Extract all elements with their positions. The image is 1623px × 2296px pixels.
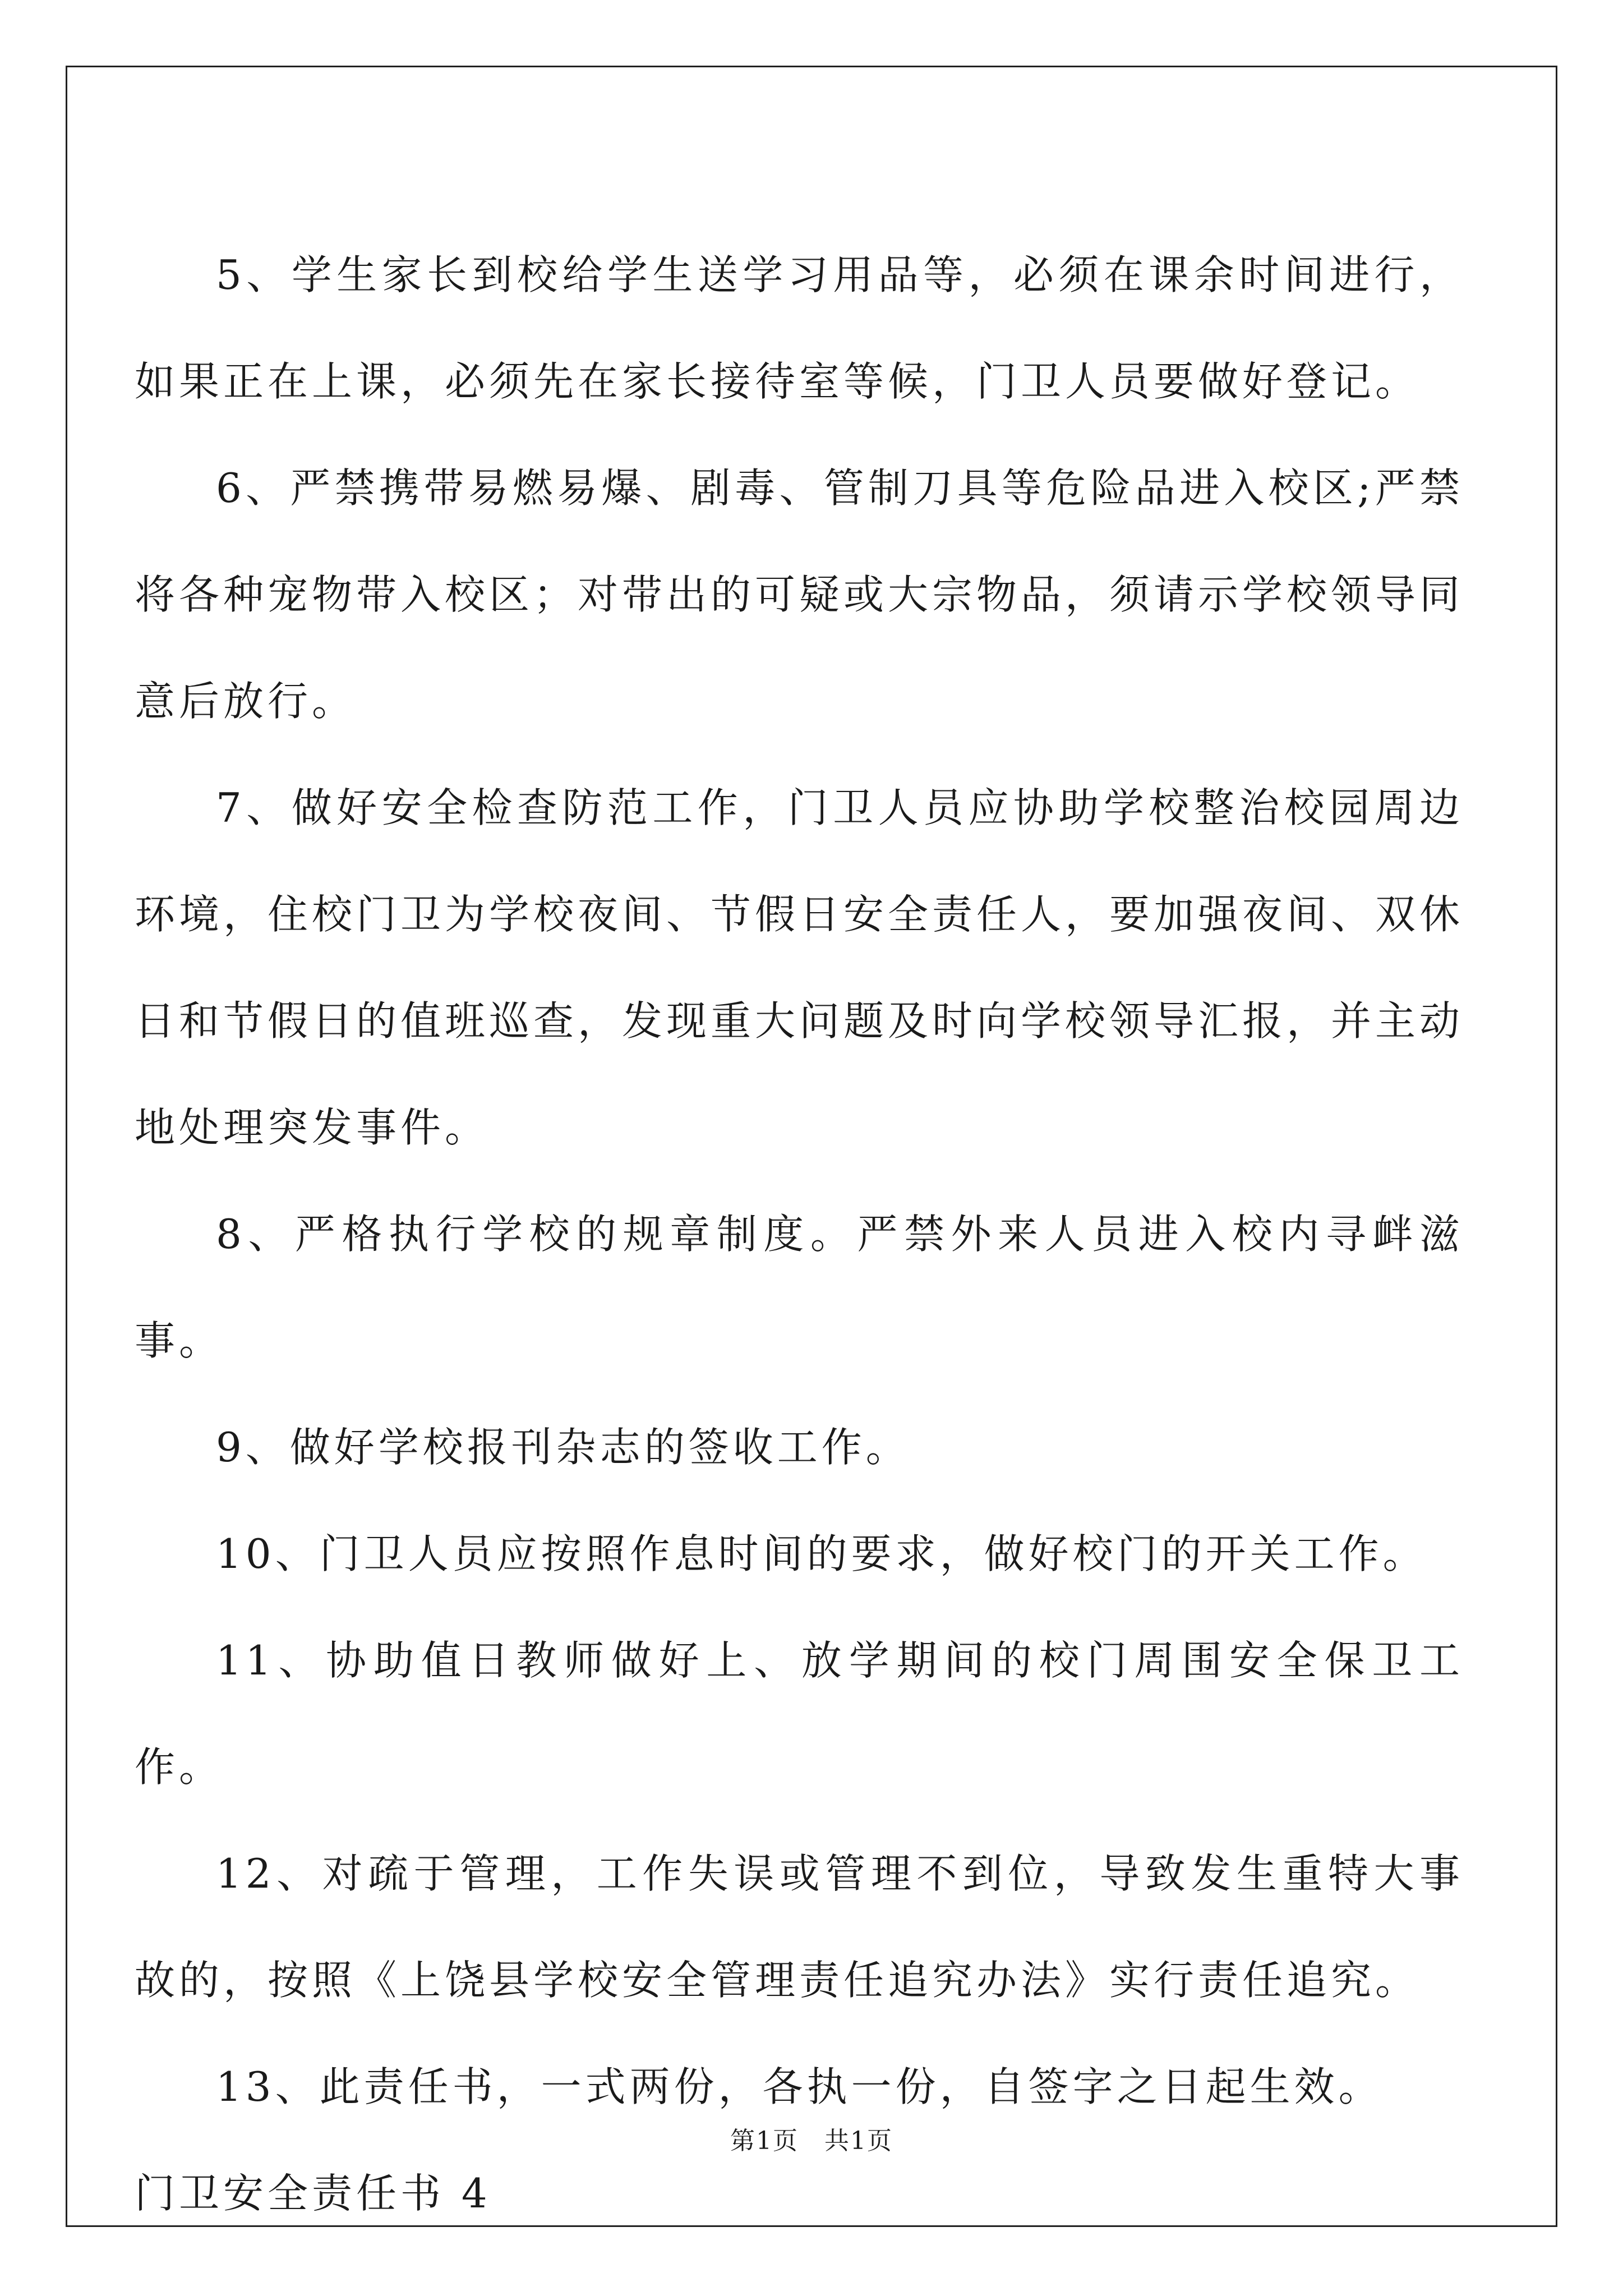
paragraph-12: 12、对疏于管理，工作失误或管理不到位，导致发生重特大事故的，按照《上饶县学校安全管理责任追究办法》实行责任追究。 (135, 1850, 1464, 2004)
paragraph-9: 9、做好学校报刊杂志的签收工作。 (216, 1424, 910, 1471)
paragraph-6: 6、严禁携带易燃易爆、剧毒、管制刀具等危险品进入校区;严禁将各种宠物带入校区；对带出的可疑或大宗物品，须请示学校领导同意后放行。 (135, 464, 1464, 725)
paragraph-11: 11、协助值日教师做好上、放学期间的校门周围安全保卫工作。 (135, 1637, 1464, 1791)
section-heading: 门卫安全责任书 4 (135, 2170, 491, 2217)
paragraph-10: 10、门卫人员应按照作息时间的要求，做好校门的开关工作。 (216, 1530, 1427, 1577)
paragraph-7: 7、做好安全检查防范工作，门卫人员应协助学校整治校园周边环境，住校门卫为学校夜间、节假日安全责任人，要加强夜间、双休日和节假日的值班巡查，发现重大问题及时向学校领导汇报，并主动地处理突发事件。 (135, 784, 1464, 1151)
paragraph-8: 8、严格执行学校的规章制度。严禁外来人员进入校内寻衅滋事。 (135, 1211, 1464, 1364)
paragraph-5: 5、学生家长到校给学生送学习用品等，必须在课余时间进行，如果正在上课，必须先在家长接待室等候，门卫人员要做好登记。 (135, 251, 1464, 405)
paragraph-13: 13、此责任书，一式两份，各执一份，自签字之日起生效。 (216, 2063, 1383, 2110)
page-footer: 第1页 共1页 (730, 2127, 893, 2155)
document-body (135, 222, 1464, 2247)
